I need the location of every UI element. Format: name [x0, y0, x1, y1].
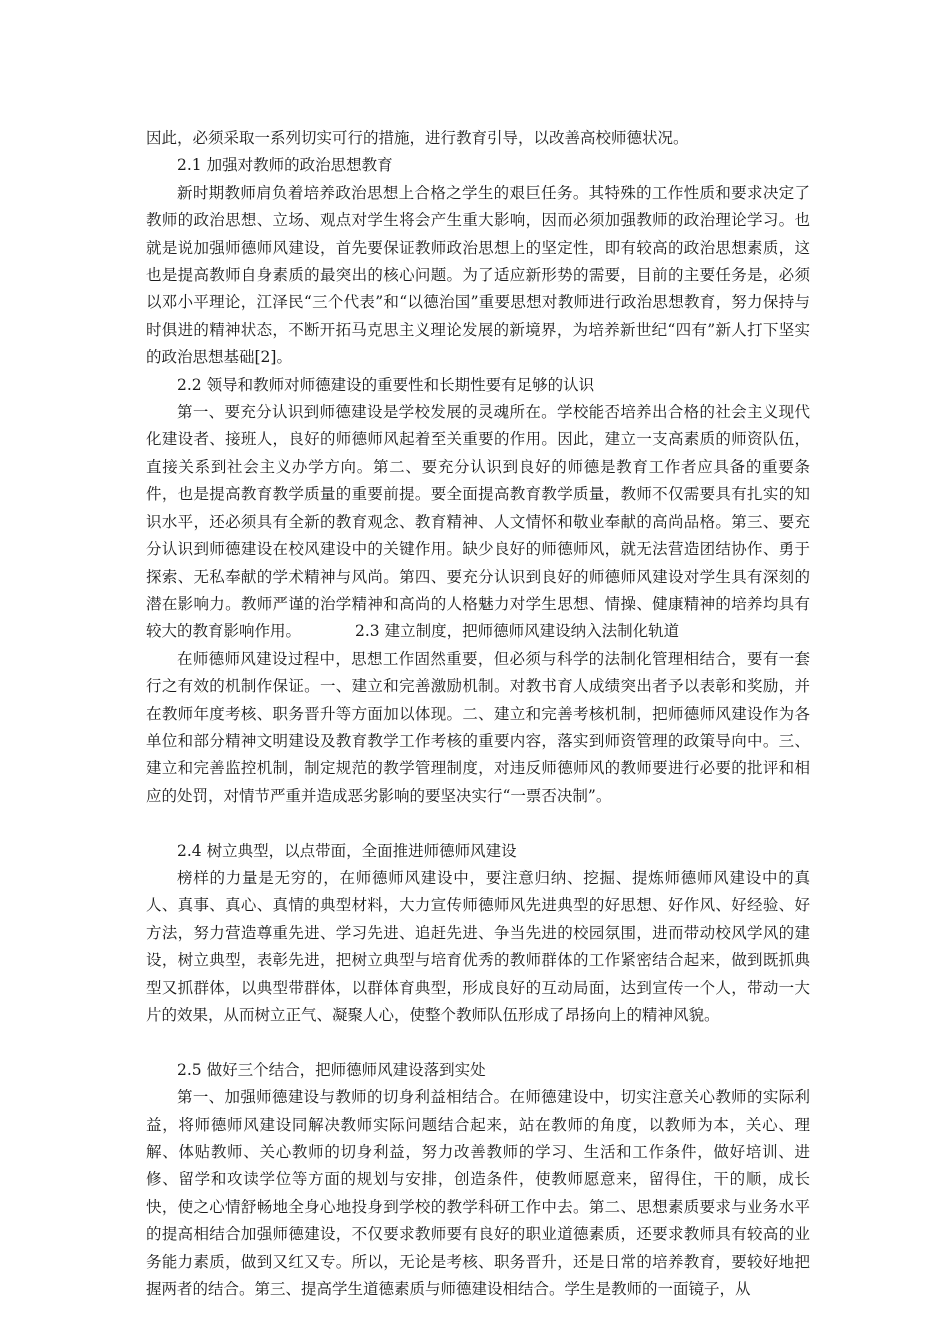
section-body-2-4: 榜样的力量是无穷的，在师德师风建设中，要注意归纳、挖掘、提炼师德师风建设中的真人、真事、真心、真情的典型材料，大力宣传师德师风先进典型的好思想、好作风、好经验、好方法，努力营造尊重先进、学习先进、追赶先进、争当先进的校园氛围，进而带动校风学风的建设，树立典型，表彰先进，把树立典型与培育优秀的教师群体的工作紧密结合起来，做到既抓典型又抓群体，以典型带群体，以群体育典型，形成良好的互动局面，达到宣传一个人，带动一大片的效果，从而树立正气、凝聚人心，使整个教师队伍形成了昂扬向上的精神风貌。	[146, 868, 810, 1024]
section-heading-2-3: 2.3 建立制度，把师德师风建设纳入法制化轨道	[355, 622, 680, 641]
document-body	[146, 125, 810, 1303]
blank-line	[146, 1029, 810, 1056]
section-body-2-5: 第一、加强师德建设与教师的切身利益相结合。在师德建设中，切实注意关心教师的实际利益，将师德师风建设同解决教师实际问题结合起来，站在教师的角度，以教师为本，关心、理解、体贴教师、关心教师的切身利益，努力改善教师的学习、生活和工作条件，做好培训、进修、留学和攻读学位等方面的规划与安排，创造条件，使教师愿意来，留得住，干的顺，成长快，使之心情舒畅地全身心地投身到学校的教学科研工作中去。第二、思想素质要求与业务水平的提高相结合加强师德建设，不仅要求教师要有良好的职业道德素质，还要求教师具有较高的业务能力素质，做到又红又专。所以，无论是考核、职务晋升，还是日常的培养教育，要较好地把握两者的结合。第三、提高学生道德素质与师德建设相结合。学生是教师的一面镜子，从	[146, 1088, 810, 1299]
blank-line	[146, 810, 810, 837]
section-body-2-1: 新时期教师肩负着培养政治思想上合格之学生的艰巨任务。其特殊的工作性质和要求决定了教师的政治思想、立场、观点对学生将会产生重大影响，因而必须加强教师的政治理论学习。也就是说加强师德师风建设，首先要保证教师政治思想上的坚定性，即有较高的政治思想素质，这也是提高教师自身素质的最突出的核心问题。为了适应新形势的需要，目前的主要任务是，必须以邓小平理论，江泽民“三个代表”和“以德治国”重要思想对教师进行政治思想教育，努力保持与时俱进的精神状态，不断开拓马克思主义理论发展的新境界，为培养新世纪“四有”新人打下坚实的政治思想基础[2]。	[146, 183, 810, 367]
section-heading-2-2: 2.2 领导和教师对师德建设的重要性和长期性要有足够的认识	[177, 375, 595, 394]
section-body-2-2	[146, 399, 810, 646]
section-heading-2-5: 2.5 做好三个结合，把师德师风建设落到实处	[177, 1060, 486, 1079]
section-body-2-2-text: 第一、要充分认识到师德建设是学校发展的灵魂所在。学校能否培养出合格的社会主义现代化建设者、接班人，良好的师德师风起着至关重要的作用。因此，建立一支高素质的师资队伍，直接关系到社会主义办学方向。第二、要充分认识到良好的师德是教育工作者应具备的重要条件，也是提高教育教学质量的重要前提。要全面提高教育教学质量，教师不仅需要具有扎实的知识水平，还必须具有全新的教育观念、教育精神、人文情怀和敬业奉献的高尚品格。第三、要充分认识到师德建设在校风建设中的关键作用。缺少良好的师德师风，就无法营造团结协作、勇于探索、无私奉献的学术精神与风尚。第四、要充分认识到良好的师德师风建设对学生具有深刻的潜在影响力。教师严谨的治学精神和高尚的人格魅力对学生思想、情操、健康精神的培养均具有较大的教育影响作用。	[146, 403, 810, 641]
section-heading-2-4: 2.4 树立典型，以点带面，全面推进师德师风建设	[177, 841, 517, 860]
intro-paragraph: 因此，必须采取一系列切实可行的措施，进行教育引导，以改善高校师德状况。	[146, 129, 689, 147]
section-body-2-3: 在师德师风建设过程中，思想工作固然重要，但必须与科学的法制化管理相结合，要有一套行之有效的机制作保证。一、建立和完善激励机制。对教书育人成绩突出者予以表彰和奖励，并在教师年度考核、职务晋升等方面加以体现。二、建立和完善考核机制，把师德师风建设作为各单位和部分精神文明建设及教育教学工作考核的重要内容，落实到师资管理的政策导向中。三、建立和完善监控机制，制定规范的教学管理制度，对违反师德师风的教师要进行必要的批评和相应的处罚，对情节严重并造成恶劣影响的要坚决实行“一票否决制”。	[146, 649, 810, 805]
section-heading-2-1: 2.1 加强对教师的政治思想教育	[177, 156, 393, 175]
